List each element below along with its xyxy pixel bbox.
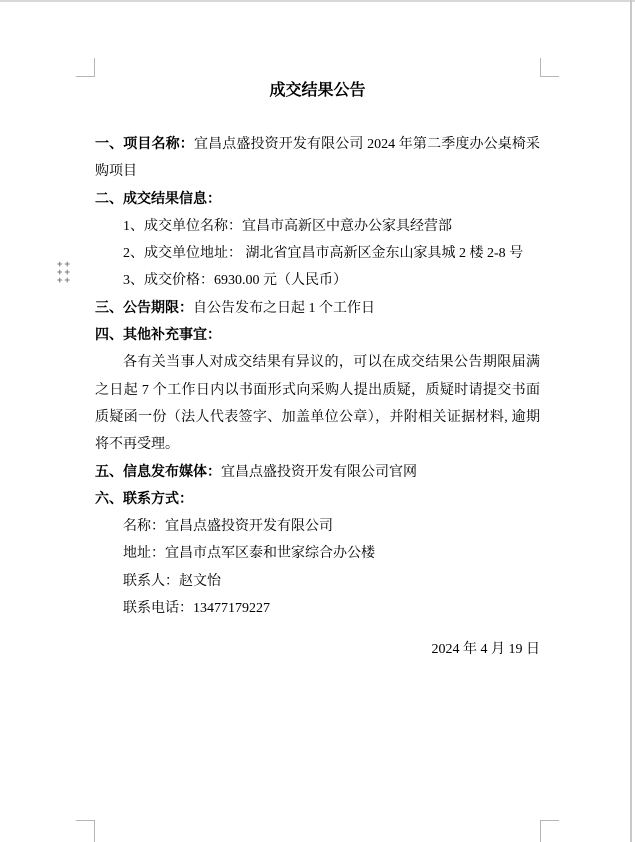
paragraph-text: 各有关当事人对成交结果有异议的，可以在成交结果公告期限届满之日起 7 个工作日内以书面形式向采购人提出质疑，质疑时请提交书面质疑函一份（法人代表签字、加盖单位公章），并附相关证据材料, 逾期将不再受理。 xyxy=(95,355,540,453)
margin-mark-bottom-right-icon xyxy=(540,820,559,842)
price-line xyxy=(95,267,540,294)
document-content xyxy=(95,77,540,664)
heading-label: 一、项目名称： xyxy=(95,137,194,152)
document-date: 2024 年 4 月 19 日 xyxy=(431,642,540,658)
publish-media-heading xyxy=(95,459,540,486)
announcement-period-heading xyxy=(95,295,540,322)
page-right-edge xyxy=(630,0,632,842)
contact-person-line xyxy=(95,568,540,595)
drag-handle-icon[interactable]: + + + + + + xyxy=(57,260,70,286)
line-text: 2、成交单位地址： 湖北省宜昌市高新区金东山家具城 2 楼 2-8 号 xyxy=(123,246,524,262)
winner-name-line xyxy=(95,213,540,240)
line-text: 1、成交单位名称：宜昌市高新区中意办公家具经营部 xyxy=(123,218,452,234)
supplementary-heading xyxy=(95,322,540,349)
heading-text: 自公告发布之日起 1 个工作日 xyxy=(193,300,375,316)
margin-mark-top-left-icon xyxy=(76,58,95,77)
heading-text: 宜昌点盛投资开发有限公司官网 xyxy=(221,464,417,480)
result-info-heading xyxy=(95,186,540,213)
heading-label: 二、成交结果信息： xyxy=(95,191,221,207)
page-top-edge xyxy=(0,0,635,2)
document-title: 成交结果公告 xyxy=(269,82,366,99)
objection-paragraph xyxy=(95,349,540,458)
heading-text: 宜昌点盛投资开发有限公司 2024 年第二季度办公桌椅采购项目 xyxy=(95,137,541,180)
margin-mark-bottom-left-icon xyxy=(76,820,95,842)
contact-address-line xyxy=(95,540,540,567)
line-text: 地址：宜昌市点军区泰和世家综合办公楼 xyxy=(123,546,375,562)
project-name-heading xyxy=(95,131,540,186)
winner-address-line xyxy=(95,240,540,267)
heading-label: 三、公告期限： xyxy=(95,300,193,316)
contact-name-line xyxy=(95,513,540,540)
margin-mark-top-right-icon xyxy=(540,58,559,77)
contact-heading xyxy=(95,486,540,513)
heading-label: 六、联系方式： xyxy=(95,491,193,507)
line-text: 联系人：赵文怡 xyxy=(123,573,221,589)
heading-label: 四、其他补充事宜： xyxy=(95,328,221,344)
line-text: 名称：宜昌点盛投资开发有限公司 xyxy=(123,519,333,535)
contact-phone-line xyxy=(95,595,540,622)
line-text: 联系电话：13477179227 xyxy=(123,601,270,617)
heading-label: 五、信息发布媒体： xyxy=(95,464,221,480)
line-text: 3、成交价格：6930.00 元（人民币） xyxy=(123,273,347,289)
